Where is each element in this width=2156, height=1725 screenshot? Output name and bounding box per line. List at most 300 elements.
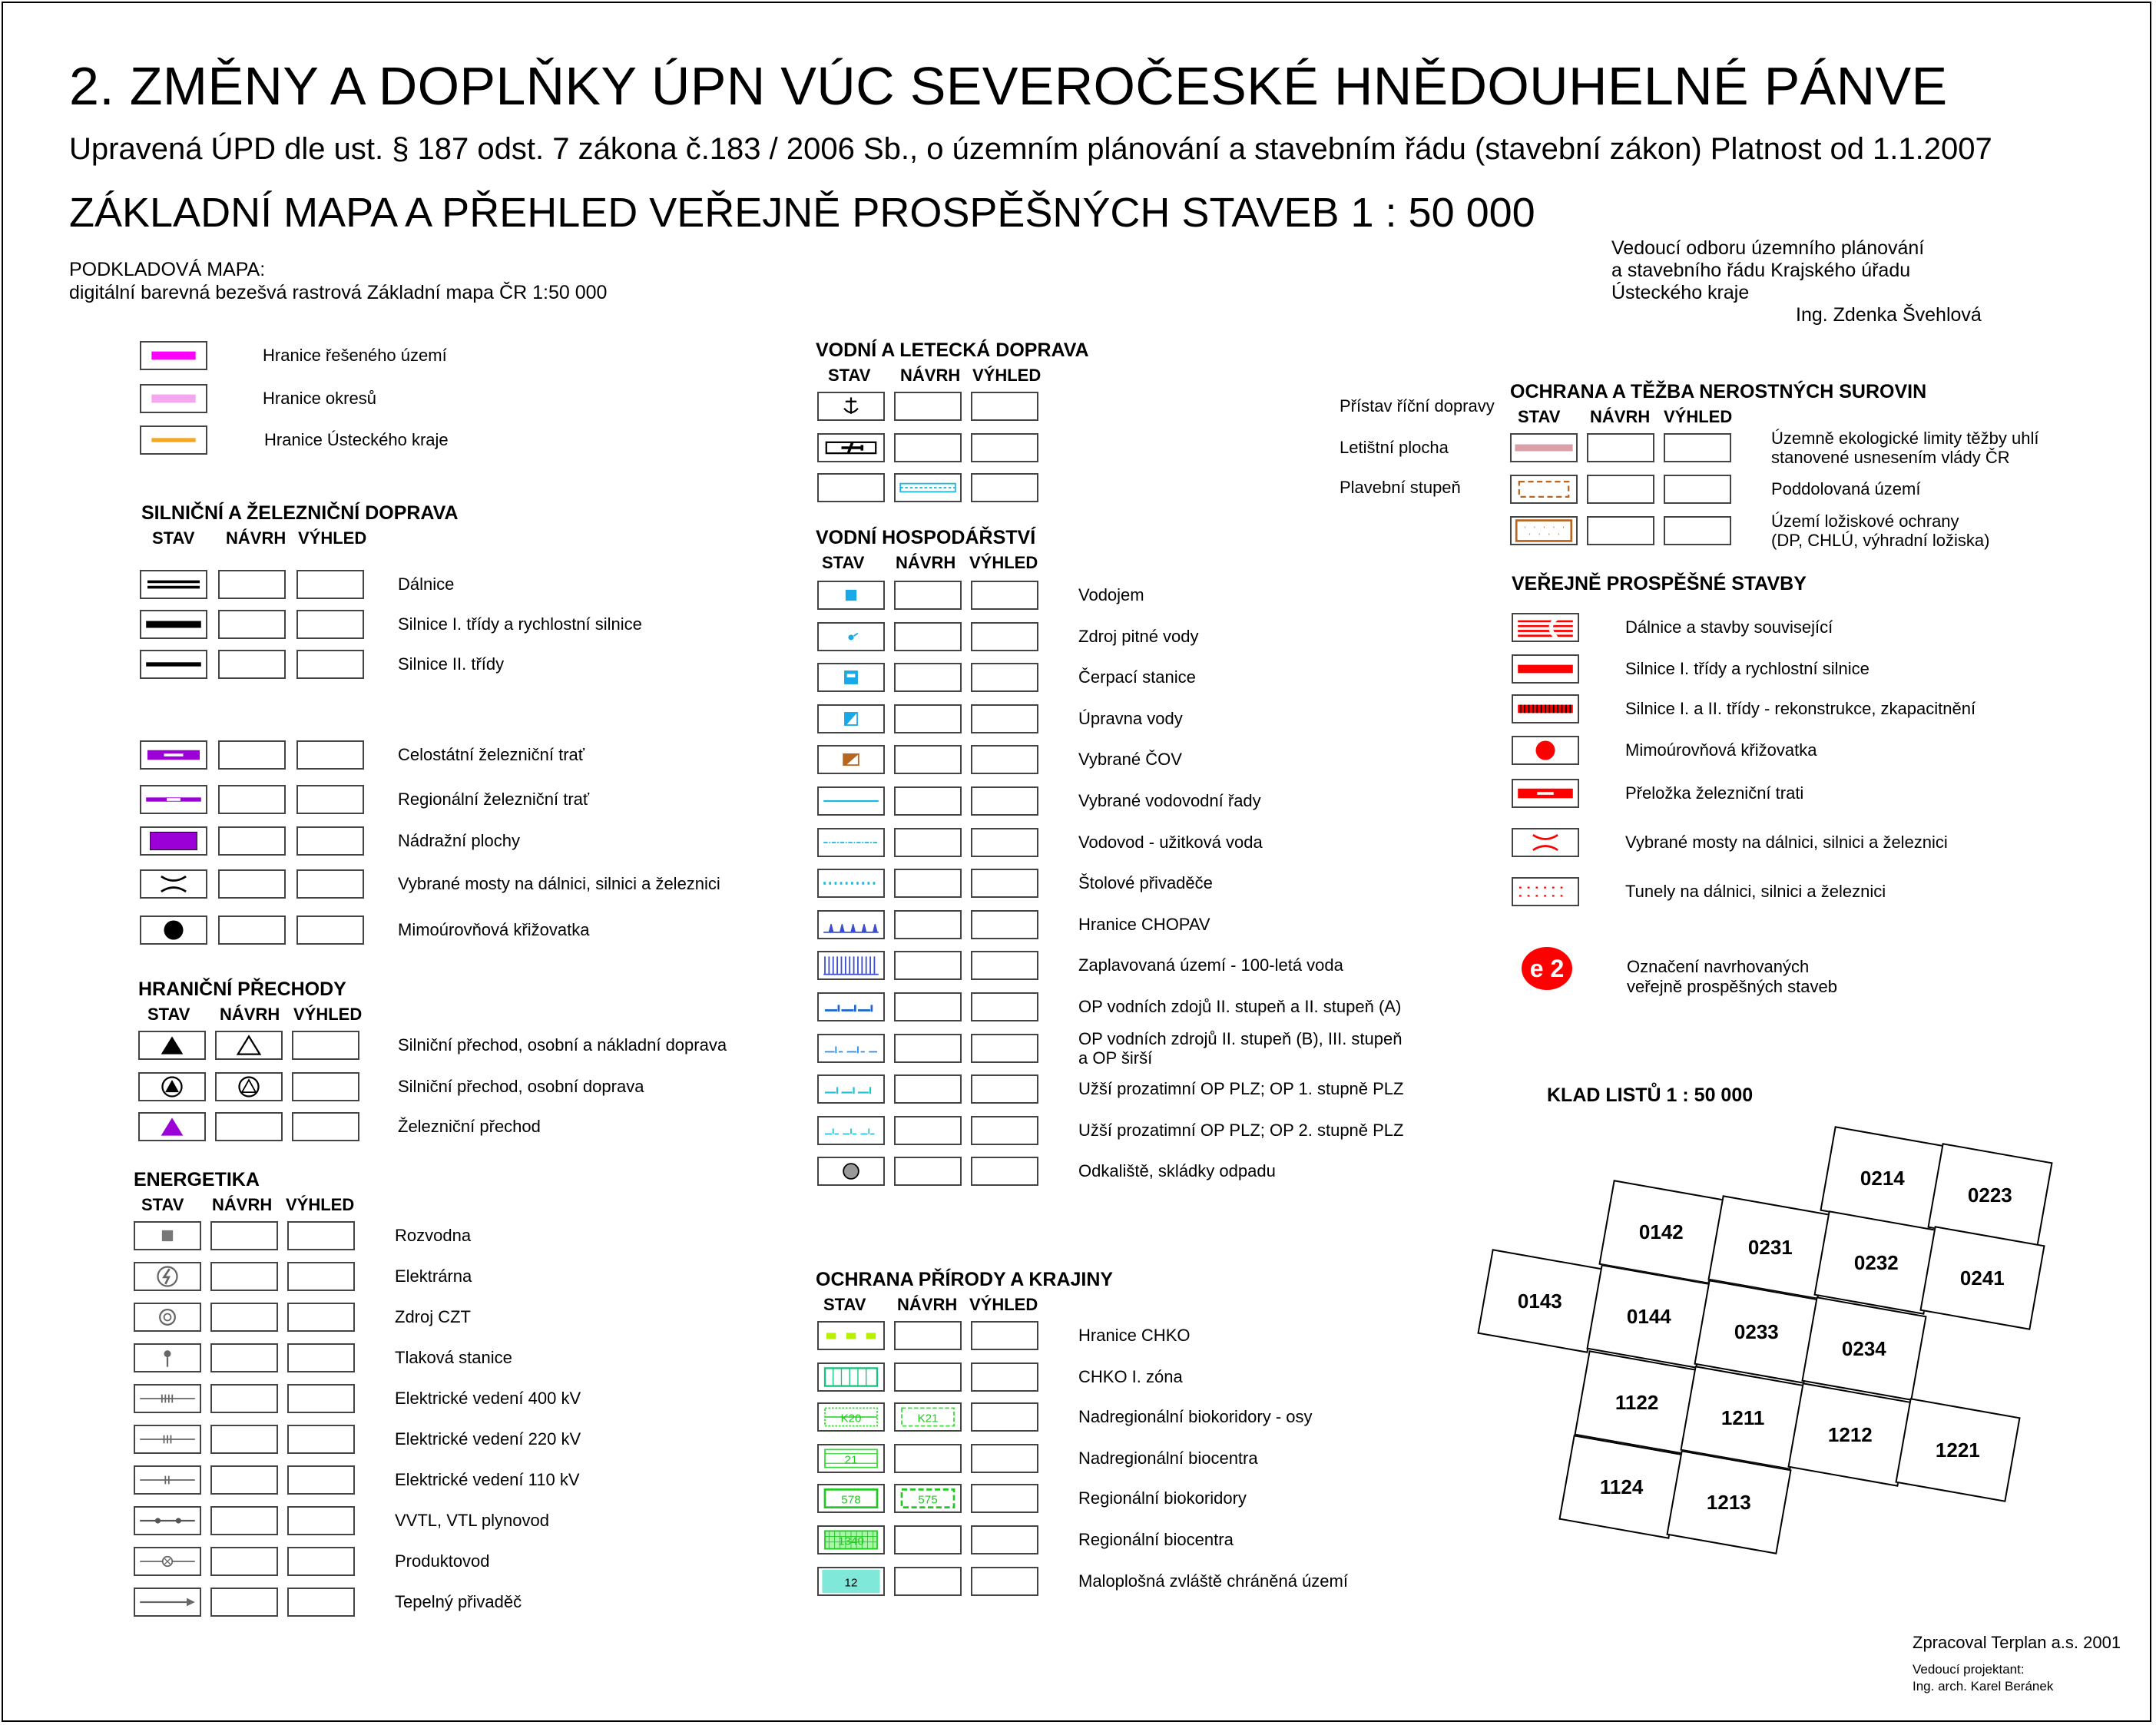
sheet-code: 0234 bbox=[1842, 1336, 1886, 1360]
sheet-code: 1221 bbox=[1936, 1438, 1980, 1462]
authority-name: Ing. Zdenka Švehlová bbox=[1796, 304, 1982, 326]
symbol-cell bbox=[894, 581, 962, 610]
symbol-cell bbox=[817, 433, 885, 462]
legend-row bbox=[1510, 429, 2156, 467]
legend-label: Vybrané vodovodní řady bbox=[1078, 791, 1261, 810]
legend-label: Silnice II. třídy bbox=[398, 654, 505, 674]
legend-label: Nadregionální biokoridory - osy bbox=[1078, 1407, 1313, 1426]
symbol-cell bbox=[894, 910, 962, 939]
legend-row-boundary: Hranice Ústeckého kraje bbox=[140, 425, 677, 456]
svg-text:K21: K21 bbox=[917, 1412, 939, 1425]
symbol-cell bbox=[817, 869, 885, 898]
legend-label: Užší prozatimní OP PLZ; OP 1. stupně PLZ bbox=[1078, 1079, 1404, 1098]
symbol-cell bbox=[894, 663, 962, 692]
symbol-cell bbox=[296, 610, 364, 639]
legend-label: Územně ekologické limity těžby uhlí stanovené usnesením vlády ČR bbox=[1771, 429, 2039, 467]
legend-label: Vodojem bbox=[1078, 585, 1144, 604]
legend-row bbox=[817, 1029, 1509, 1068]
svg-text:12: 12 bbox=[844, 1576, 858, 1590]
symbol-cell bbox=[894, 951, 962, 980]
symbol-cell bbox=[287, 1506, 355, 1535]
footer-lead-label: Vedoucí projektant: bbox=[1913, 1662, 2025, 1677]
symbol-cell bbox=[894, 473, 962, 502]
symbol-cell bbox=[971, 1402, 1038, 1432]
authority-line-1: Vedoucí odboru územního plánování bbox=[1611, 237, 1925, 259]
legend-label: Silniční přechod, osobní a nákladní doprava bbox=[398, 1035, 727, 1055]
symbol-cell bbox=[287, 1547, 355, 1576]
symbol-cell bbox=[134, 1343, 201, 1372]
symbol-cell bbox=[894, 392, 962, 421]
symbol-cell bbox=[296, 915, 364, 945]
symbol-cell bbox=[817, 1157, 885, 1186]
symbol-cell bbox=[140, 610, 207, 639]
symbol-cell bbox=[140, 570, 207, 599]
legend-row bbox=[817, 433, 1509, 464]
legend-label: Plavební stupeň bbox=[1340, 478, 1461, 497]
symbol-cell bbox=[296, 570, 364, 599]
legend-row bbox=[817, 1525, 1509, 1556]
symbol-cell bbox=[894, 1074, 962, 1104]
symbol-cell bbox=[971, 910, 1038, 939]
symbol-cell bbox=[817, 663, 885, 692]
legend-row-boundary: Hranice řešeného území bbox=[140, 341, 677, 372]
symbol-cell bbox=[218, 915, 286, 945]
legend-row bbox=[1512, 694, 2156, 725]
symbol-cell bbox=[971, 1116, 1038, 1145]
symbol-cell bbox=[134, 1384, 201, 1413]
svg-text:21: 21 bbox=[844, 1453, 858, 1467]
legend-row bbox=[140, 869, 831, 900]
symbol-cell bbox=[817, 1567, 885, 1596]
symbol-cell bbox=[817, 473, 885, 502]
legend-row bbox=[134, 1506, 825, 1537]
symbol-cell bbox=[817, 745, 885, 774]
svg-text:578: 578 bbox=[841, 1493, 861, 1507]
legend-row bbox=[817, 951, 1509, 982]
sheet-code: 1124 bbox=[1599, 1475, 1644, 1498]
symbol-cell bbox=[971, 1484, 1038, 1513]
legend-row bbox=[134, 1425, 825, 1455]
sheet-code: 0142 bbox=[1639, 1220, 1684, 1243]
symbol-cell bbox=[210, 1588, 278, 1617]
symbol-cell bbox=[296, 785, 364, 814]
legend-row bbox=[1512, 877, 2156, 908]
section-title-public-works: VEŘEJNĚ PROSPĚŠNÉ STAVBY bbox=[1512, 573, 1807, 594]
section-title-energy: ENERGETIKA bbox=[134, 1169, 260, 1190]
legend-row bbox=[817, 581, 1509, 611]
legend-row bbox=[817, 1321, 1509, 1352]
legend-label: Užší prozatimní OP PLZ; OP 2. stupně PLZ bbox=[1078, 1121, 1404, 1140]
sheet-code: 1211 bbox=[1720, 1405, 1765, 1429]
symbol-cell bbox=[1587, 475, 1654, 504]
legend-row bbox=[817, 473, 1509, 504]
symbol-cell bbox=[817, 910, 885, 939]
legend-label: Odkaliště, skládky odpadu bbox=[1078, 1161, 1276, 1180]
legend-label: Přístav říční dopravy bbox=[1340, 396, 1495, 416]
legend-label: Tepelný přivaděč bbox=[395, 1592, 522, 1611]
footer-company: Zpracoval Terplan a.s. 2001 bbox=[1913, 1633, 2121, 1652]
legend-row bbox=[134, 1465, 825, 1496]
symbol-cell bbox=[140, 341, 207, 370]
legend-label: Elektrické vedení 400 kV bbox=[395, 1389, 581, 1408]
legend-row bbox=[817, 1567, 1509, 1598]
symbol-cell bbox=[894, 992, 962, 1021]
sheet-code: 0231 bbox=[1748, 1235, 1793, 1259]
legend-row bbox=[140, 610, 831, 641]
symbol-cell bbox=[218, 570, 286, 599]
symbol-cell bbox=[1512, 877, 1579, 906]
symbol-cell bbox=[287, 1343, 355, 1372]
sheet-code: 0233 bbox=[1734, 1319, 1779, 1343]
legend-row bbox=[1512, 654, 2156, 685]
sheet-code: 1213 bbox=[1707, 1490, 1751, 1514]
proposal-marker: e 2 bbox=[1521, 946, 1573, 991]
symbol-cell bbox=[140, 425, 207, 455]
section-title-nature: OCHRANA PŘÍRODY A KRAJINY bbox=[816, 1269, 1114, 1290]
symbol-cell bbox=[134, 1588, 201, 1617]
symbol-cell bbox=[1512, 654, 1579, 684]
symbol-cell bbox=[210, 1465, 278, 1495]
legend-label: Vybrané mosty na dálnici, silnici a železnici bbox=[398, 874, 720, 893]
symbol-cell bbox=[1510, 475, 1578, 504]
symbol-cell bbox=[894, 1321, 962, 1350]
legend-label: Mimoúrovňová křižovatka bbox=[1625, 740, 1817, 760]
symbol-cell bbox=[287, 1303, 355, 1332]
symbol-cell bbox=[287, 1425, 355, 1454]
legend-row bbox=[134, 1221, 825, 1252]
legend-row bbox=[817, 786, 1509, 817]
symbol-cell bbox=[894, 828, 962, 857]
symbol-cell bbox=[1587, 433, 1654, 462]
symbol-cell bbox=[218, 650, 286, 679]
legend-label: Nádražní plochy bbox=[398, 831, 520, 850]
symbol-cell bbox=[894, 433, 962, 462]
legend-row bbox=[134, 1588, 825, 1618]
symbol-cell bbox=[296, 650, 364, 679]
legend-label: Silnice I. třídy a rychlostní silnice bbox=[398, 614, 642, 634]
legend-label: Úpravna vody bbox=[1078, 709, 1183, 728]
symbol-cell bbox=[140, 384, 207, 413]
symbol-cell bbox=[218, 826, 286, 856]
symbol-cell bbox=[134, 1221, 201, 1250]
symbol-cell bbox=[210, 1425, 278, 1454]
symbol-cell bbox=[1664, 433, 1731, 462]
sheet-index-title: KLAD LISTŮ 1 : 50 000 bbox=[1547, 1084, 1754, 1106]
symbol-cell bbox=[1512, 779, 1579, 808]
section-title-water-air: VODNÍ A LETECKÁ DOPRAVA bbox=[816, 339, 1089, 361]
legend-label: Elektrické vedení 220 kV bbox=[395, 1429, 581, 1449]
legend-label: Zdroj CZT bbox=[395, 1307, 471, 1326]
symbol-cell bbox=[971, 473, 1038, 502]
symbol-cell bbox=[1512, 828, 1579, 857]
legend-label: Štolové přivaděče bbox=[1078, 873, 1213, 892]
footer-lead-name: Ing. arch. Karel Beránek bbox=[1913, 1679, 2054, 1694]
symbol-cell bbox=[210, 1547, 278, 1576]
legend-row bbox=[140, 650, 831, 680]
legend-row bbox=[140, 915, 831, 946]
symbol-cell bbox=[1587, 516, 1654, 545]
legend-label: Železniční přechod bbox=[398, 1117, 541, 1136]
legend-label: Regionální biokoridory bbox=[1078, 1488, 1247, 1508]
symbol-cell bbox=[971, 828, 1038, 857]
symbol-cell bbox=[210, 1262, 278, 1291]
symbol-cell bbox=[817, 1321, 885, 1350]
legend-label: Rozvodna bbox=[395, 1226, 472, 1245]
legend-label: Poddolovaná území bbox=[1771, 479, 1921, 498]
symbol-cell bbox=[140, 915, 207, 945]
symbol-cell bbox=[1512, 736, 1579, 765]
symbol-cell bbox=[817, 1362, 885, 1392]
symbol-cell bbox=[894, 1484, 962, 1513]
symbol-cell bbox=[287, 1384, 355, 1413]
symbol-cell bbox=[210, 1343, 278, 1372]
symbol-cell bbox=[215, 1072, 283, 1101]
symbol-cell bbox=[817, 581, 885, 610]
symbol-cell bbox=[134, 1262, 201, 1291]
symbol-cell bbox=[138, 1072, 206, 1101]
map-title: ZÁKLADNÍ MAPA A PŘEHLED VEŘEJNĚ PROSPĚŠNÝCH STAVEB 1 : 50 000 bbox=[69, 190, 1535, 236]
page-subtitle: Upravená ÚPD dle ust. § 187 odst. 7 zákona č.183 / 2006 Sb., o územním plánování a stavebním řádu (stavební zákon) Platnost od 1.1.2007 bbox=[69, 132, 1992, 166]
symbol-cell bbox=[894, 869, 962, 898]
legend-label: Silniční přechod, osobní doprava bbox=[398, 1077, 644, 1096]
legend-label: Přeložka železniční trati bbox=[1625, 783, 1804, 803]
symbol-cell bbox=[218, 785, 286, 814]
svg-text:575: 575 bbox=[918, 1493, 938, 1507]
symbol-cell bbox=[287, 1465, 355, 1495]
symbol-cell bbox=[218, 610, 286, 639]
legend-row bbox=[134, 1384, 825, 1415]
symbol-cell bbox=[1512, 613, 1579, 642]
symbol-cell bbox=[971, 1074, 1038, 1104]
legend-row bbox=[817, 1157, 1509, 1187]
legend-row bbox=[1512, 736, 2156, 766]
symbol-cell bbox=[138, 1112, 206, 1141]
legend-label: Letištní plocha bbox=[1340, 438, 1449, 457]
sheet-code: 1122 bbox=[1615, 1390, 1659, 1414]
symbol-cell bbox=[971, 1567, 1038, 1596]
sheet-code: 1212 bbox=[1828, 1422, 1873, 1446]
symbol-cell bbox=[894, 1034, 962, 1063]
legend-row bbox=[817, 910, 1509, 941]
symbol-cell bbox=[817, 1484, 885, 1513]
sheet-code: 0143 bbox=[1518, 1289, 1562, 1313]
legend-row bbox=[1510, 512, 2156, 550]
symbol-cell bbox=[134, 1506, 201, 1535]
symbol-cell bbox=[296, 740, 364, 770]
symbol-cell bbox=[894, 1444, 962, 1473]
section-title-border-crossings: HRANIČNÍ PŘECHODY bbox=[138, 978, 346, 1000]
legend-label: Produktovod bbox=[395, 1551, 490, 1571]
legend-row-boundary: Hranice okresů bbox=[140, 384, 677, 415]
symbol-cell bbox=[292, 1112, 359, 1141]
legend-label: Mimoúrovňová křižovatka bbox=[398, 920, 590, 939]
symbol-cell bbox=[817, 786, 885, 816]
legend-row bbox=[1512, 613, 2156, 644]
symbol-cell bbox=[1512, 694, 1579, 723]
legend-label: Regionální železniční trať bbox=[398, 790, 590, 809]
symbol-cell bbox=[971, 1321, 1038, 1350]
legend-label: Vybrané mosty na dálnici, silnici a železnici bbox=[1625, 833, 1948, 852]
symbol-cell bbox=[817, 1074, 885, 1104]
symbol-cell bbox=[971, 745, 1038, 774]
legend-row bbox=[140, 740, 831, 771]
symbol-cell bbox=[971, 786, 1038, 816]
legend-label: Vodovod - užitková voda bbox=[1078, 833, 1263, 852]
symbol-cell bbox=[971, 392, 1038, 421]
symbol-cell bbox=[817, 1034, 885, 1063]
legend-row bbox=[817, 663, 1509, 694]
symbol-cell bbox=[140, 869, 207, 899]
symbol-cell bbox=[894, 1525, 962, 1554]
authority-line-3: Ústeckého kraje bbox=[1611, 282, 1750, 303]
legend-label: Elektrárna bbox=[395, 1266, 472, 1286]
symbol-cell bbox=[817, 992, 885, 1021]
legend-label: Regionální biocentra bbox=[1078, 1530, 1234, 1549]
legend-row bbox=[817, 1402, 1509, 1433]
legend-label: Čerpací stanice bbox=[1078, 667, 1196, 687]
base-map-text: digitální barevná bezešvá rastrová Základní mapa ČR 1:50 000 bbox=[69, 282, 608, 303]
svg-text:1340: 1340 bbox=[838, 1535, 864, 1548]
symbol-cell bbox=[218, 869, 286, 899]
legend-label: Hranice CHKO bbox=[1078, 1326, 1191, 1345]
legend-row bbox=[817, 704, 1509, 735]
symbol-cell bbox=[894, 1157, 962, 1186]
legend-row bbox=[138, 1031, 830, 1061]
legend-row bbox=[817, 1074, 1509, 1105]
legend-label: Silnice I. třídy a rychlostní silnice bbox=[1625, 659, 1870, 678]
legend-row bbox=[817, 392, 1509, 422]
symbol-cell bbox=[210, 1384, 278, 1413]
legend-label: Tunely na dálnici, silnici a železnici bbox=[1625, 882, 1886, 901]
sheet-code: 0223 bbox=[1968, 1183, 2012, 1207]
legend-label: Elektrické vedení 110 kV bbox=[395, 1470, 580, 1489]
symbol-cell bbox=[140, 650, 207, 679]
base-map-label: PODKLADOVÁ MAPA: bbox=[69, 259, 266, 280]
symbol-cell bbox=[971, 1444, 1038, 1473]
symbol-cell bbox=[215, 1112, 283, 1141]
legend-row bbox=[138, 1072, 830, 1103]
sheet-code: 0214 bbox=[1860, 1166, 1905, 1190]
symbol-cell bbox=[971, 1362, 1038, 1392]
symbol-cell bbox=[1664, 475, 1731, 504]
legend-row bbox=[134, 1343, 825, 1374]
legend-label: Nadregionální biocentra bbox=[1078, 1449, 1258, 1468]
legend-row bbox=[134, 1547, 825, 1578]
symbol-cell bbox=[817, 1402, 885, 1432]
legend-row bbox=[1512, 828, 2156, 859]
legend-label: Maloplošná zvláště chráněná území bbox=[1078, 1571, 1348, 1591]
legend-label: Dálnice a stavby související bbox=[1625, 617, 1833, 637]
legend-row bbox=[140, 570, 831, 601]
symbol-cell bbox=[971, 581, 1038, 610]
symbol-cell bbox=[140, 826, 207, 856]
symbol-cell bbox=[971, 1157, 1038, 1186]
page-title: 2. ZMĚNY A DOPLŇKY ÚPN VÚC SEVEROČESKÉ HNĚDOUHELNÉ PÁNVE bbox=[69, 56, 1948, 116]
legend-row bbox=[140, 826, 831, 857]
legend-row bbox=[817, 1362, 1509, 1393]
legend-row bbox=[817, 622, 1509, 653]
symbol-cell bbox=[210, 1303, 278, 1332]
symbol-cell bbox=[140, 740, 207, 770]
symbol-cell bbox=[134, 1547, 201, 1576]
symbol-cell bbox=[971, 433, 1038, 462]
legend-label: CHKO I. zóna bbox=[1078, 1367, 1183, 1386]
section-title-water-mgmt: VODNÍ HOSPODÁŘSTVÍ bbox=[816, 527, 1036, 548]
authority-line-2: a stavebního řádu Krajského úřadu bbox=[1611, 260, 1911, 281]
symbol-cell bbox=[817, 1444, 885, 1473]
sheet-code: 0144 bbox=[1627, 1304, 1671, 1328]
symbol-cell bbox=[292, 1072, 359, 1101]
legend-row bbox=[817, 828, 1509, 859]
section-title-minerals: OCHRANA A TĚŽBA NEROSTNÝCH SUROVIN bbox=[1510, 381, 1927, 402]
symbol-cell bbox=[971, 951, 1038, 980]
symbol-cell bbox=[894, 1116, 962, 1145]
symbol-cell bbox=[817, 392, 885, 421]
legend-label: Hranice CHOPAV bbox=[1078, 915, 1210, 934]
legend-label: Dálnice bbox=[398, 574, 455, 594]
legend-label: OP vodních zdojů II. stupeň a II. stupeň (A) bbox=[1078, 997, 1402, 1016]
legend-row bbox=[817, 1484, 1509, 1515]
legend-row bbox=[1512, 779, 2156, 810]
symbol-cell bbox=[817, 828, 885, 857]
legend-row bbox=[140, 785, 831, 816]
symbol-cell bbox=[215, 1031, 283, 1060]
symbol-cell bbox=[296, 826, 364, 856]
legend-row bbox=[134, 1262, 825, 1293]
legend-row bbox=[817, 992, 1509, 1023]
symbol-cell bbox=[971, 663, 1038, 692]
legend-label: Tlaková stanice bbox=[395, 1348, 512, 1367]
legend-row bbox=[817, 1116, 1509, 1147]
symbol-cell bbox=[210, 1221, 278, 1250]
legend-label: OP vodních zdrojů II. stupeň (B), III. stupeň a OP širší bbox=[1078, 1029, 1403, 1068]
symbol-cell bbox=[971, 622, 1038, 651]
legend-label: Silnice I. a II. třídy - rekonstrukce, zkapacitnění bbox=[1625, 699, 1976, 718]
symbol-cell bbox=[296, 869, 364, 899]
symbol-cell bbox=[894, 1362, 962, 1392]
symbol-cell bbox=[894, 704, 962, 733]
legend-row bbox=[134, 1303, 825, 1333]
symbol-cell bbox=[971, 1034, 1038, 1063]
sheet-code: 0232 bbox=[1854, 1250, 1899, 1274]
legend-label: Zdroj pitné vody bbox=[1078, 627, 1199, 646]
legend-row bbox=[817, 869, 1509, 899]
legend-row bbox=[138, 1112, 830, 1143]
symbol-cell bbox=[292, 1031, 359, 1060]
symbol-cell bbox=[134, 1425, 201, 1454]
symbol-cell bbox=[134, 1465, 201, 1495]
legend-row bbox=[817, 1444, 1509, 1475]
symbol-cell bbox=[1510, 516, 1578, 545]
symbol-cell bbox=[971, 704, 1038, 733]
symbol-cell bbox=[971, 1525, 1038, 1554]
symbol-cell bbox=[138, 1031, 206, 1060]
symbol-cell bbox=[1664, 516, 1731, 545]
symbol-cell bbox=[210, 1506, 278, 1535]
symbol-cell bbox=[894, 786, 962, 816]
section-title-road-rail: SILNIČNÍ A ŽELEZNIČNÍ DOPRAVA bbox=[141, 502, 459, 524]
symbol-cell bbox=[140, 785, 207, 814]
legend-row bbox=[1510, 475, 2156, 505]
symbol-cell bbox=[971, 869, 1038, 898]
symbol-cell bbox=[134, 1303, 201, 1332]
symbol-cell bbox=[817, 951, 885, 980]
legend-label: Zaplavovaná území - 100-letá voda bbox=[1078, 955, 1343, 975]
legend-label: Vybrané ČOV bbox=[1078, 750, 1182, 769]
symbol-cell bbox=[218, 740, 286, 770]
symbol-cell bbox=[894, 622, 962, 651]
legend-label: Území ložiskové ochrany (DP, CHLÚ, výhradní ložiska) bbox=[1771, 512, 1990, 550]
